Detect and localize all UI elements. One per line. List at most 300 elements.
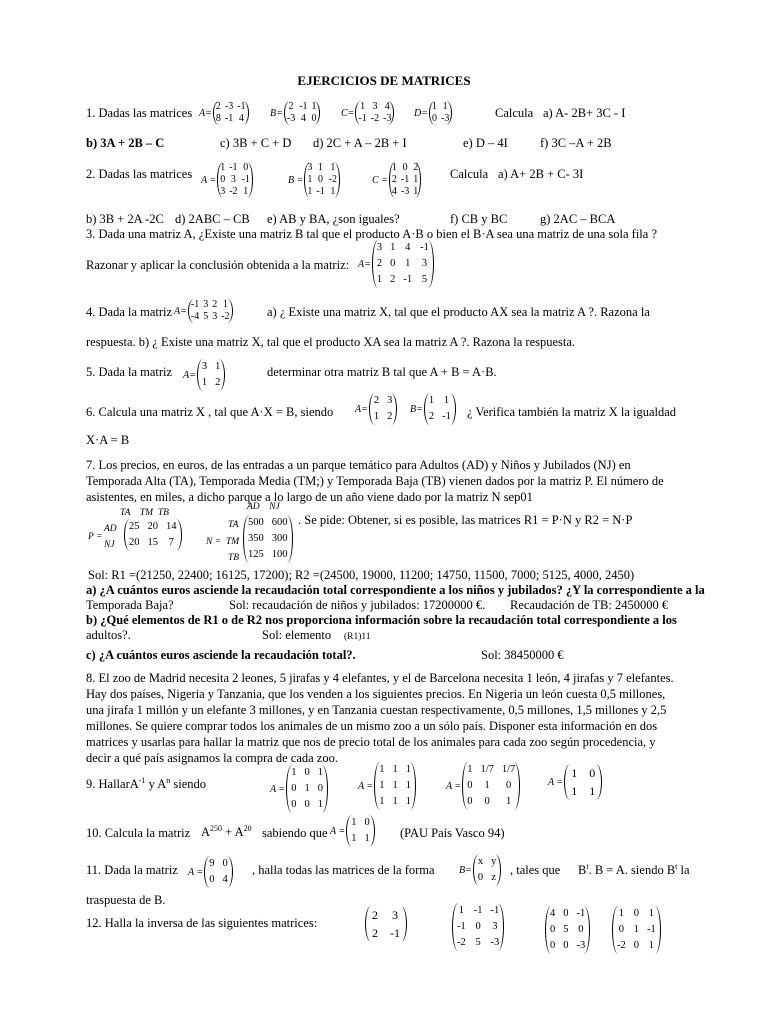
matrix-cell: 1 [413, 186, 419, 197]
matrix-name: A = [188, 866, 204, 878]
matrix-cell: 1 [317, 767, 323, 778]
matrix-cell: -3 [576, 940, 586, 951]
matrix-cell: 1 [222, 299, 228, 310]
matrix-cell: 0 [209, 874, 215, 885]
ex11-matrix-a [188, 856, 233, 888]
matrix-cell: 2 [288, 101, 294, 112]
ex11-text3: , tales que [510, 863, 561, 877]
matrix-cell: 20 [129, 537, 140, 548]
ex1-item-c: c) 3B + C + D [220, 136, 292, 150]
matrix-name: B= [459, 864, 472, 876]
ex7-qb1: b) ¿Qué elementos de R1 o de R2 nos proporciona información sobre la recaudación total correspondiente a los [86, 613, 677, 627]
ex7-qa1: a) ¿A cuántos euros asciende la recaudación total correspondiente a los niños y jubilados? ¿Y la correspondiente a la [86, 583, 705, 597]
matrix-cell: 4 [222, 874, 228, 885]
matrix-cell: 1/7 [501, 764, 516, 775]
matrix-brackets [188, 299, 233, 323]
ex7-p-col-labels [120, 506, 169, 520]
matrix-name: A= [355, 403, 368, 415]
matrix-cell: 3 [201, 361, 208, 372]
matrix-cell: 0 [317, 783, 323, 794]
ex1-item-e: e) D – 4I [463, 136, 508, 150]
ex7-qb2: adultos?. [86, 628, 131, 642]
matrix-cell: 2 [373, 395, 380, 406]
ex7-qb-sol: Sol: elemento [262, 628, 332, 642]
ex7-matrix-n [243, 515, 293, 563]
matrix-cell: 2 [376, 258, 383, 269]
matrix-cell: 0 [578, 924, 584, 935]
matrix-cell: -3 [224, 101, 234, 112]
ex1-intro: 1. Dadas las matrices [86, 106, 193, 120]
ex4-matrix-a [174, 299, 233, 323]
matrix-cell: 1 [379, 764, 385, 775]
matrix-brackets [564, 764, 602, 800]
matrix-cell: 0 [304, 767, 310, 778]
matrix-cell: 1 [291, 767, 297, 778]
ex1-calcula: Calcula [495, 106, 534, 120]
matrix-brackets [243, 515, 293, 563]
matrix-cell: 1 [405, 796, 411, 807]
ex4-line1b: a) ¿ Existe una matriz X, tal que el producto AX sea la matriz A ?. Razona la [267, 305, 650, 319]
matrix-cell: 1 [317, 799, 323, 810]
matrix-cell: 0 [402, 162, 408, 173]
matrix-cell: 0 [505, 780, 512, 791]
matrix-cell: 4 [384, 101, 390, 112]
ex7-qa2: Temporada Baja? [86, 598, 174, 612]
matrix-cell: 5 [203, 311, 209, 322]
matrix-brackets [355, 101, 394, 125]
matrix-cell: 1 [311, 101, 317, 112]
ex2-item-d: d) 2ABC – CB [175, 212, 250, 226]
matrix-brackets [374, 762, 416, 810]
matrix-cell: 1 [589, 784, 596, 798]
matrix-name: C= [341, 107, 355, 119]
matrix-name: B = [288, 174, 304, 186]
matrix-cell: -1 [473, 905, 483, 916]
matrix-cell: 0 [589, 766, 596, 780]
matrix-cell: -1 [442, 411, 451, 422]
ex9-intro: 9. HallarA$^{-1}$ y $A^n$ siendo [86, 776, 207, 792]
matrix-cell: 1 [431, 101, 437, 112]
matrix-cell: -2 [229, 186, 238, 197]
matrix-cell: 2 [372, 926, 378, 940]
matrix-name: A = [548, 776, 564, 788]
matrix-cell: 1 [442, 101, 448, 112]
ex2-item-g: g) 2AC – BCA [540, 212, 616, 226]
matrix-cell: 500 [248, 517, 264, 528]
matrix-brackets [365, 906, 407, 942]
matrix-name: A = [446, 780, 462, 792]
matrix-cell: 100 [271, 549, 288, 560]
matrix-cell: 300 [271, 533, 288, 544]
matrix-cell: 1 [373, 411, 380, 422]
matrix-cell: 1 [405, 764, 411, 775]
ex2-item-f: f) CB y BC [450, 212, 508, 226]
matrix-cell: 14 [166, 521, 177, 532]
matrix-cell: 1 [364, 833, 370, 844]
matrix-cell: 3 [230, 174, 236, 185]
ex8-line: decir a qué país asignamos la compra de cada zoo. [86, 751, 338, 765]
ex2-matrix-c [372, 162, 421, 198]
matrix-cell: 1 [458, 905, 464, 916]
matrix-cell: 3 [212, 311, 218, 322]
matrix-cell: -1 [358, 113, 367, 124]
ex8-line: una jirafa 1 millón y un elefante 3 millones, y en Tanzania cuestan respectivamente, 0,5 millones, 1,5 millones y 2,5 [86, 703, 667, 717]
ex11-text: , halla todas las matrices de la forma [252, 863, 435, 877]
ex2-item-e: e) AB y BA, ¿son iguales? [267, 212, 400, 226]
matrix-cell: 1 [484, 780, 490, 791]
p-col-label: TB [157, 508, 169, 518]
matrix-brackets [452, 903, 504, 951]
ex1-item-d: d) 2C + A – 2B + I [313, 136, 407, 150]
matrix-brackets [612, 906, 661, 954]
matrix-cell: 25 [129, 521, 140, 532]
matrix-cell: 7 [168, 537, 174, 548]
matrix-name: A = [270, 783, 286, 795]
matrix-cell: 1 [648, 908, 654, 919]
n-col-label: NJ [269, 502, 280, 512]
matrix-cell: 1 [467, 764, 473, 775]
matrix-name: A = [201, 174, 217, 186]
matrix-cell: y [491, 856, 497, 867]
matrix-cell: 9 [209, 858, 215, 869]
ex9-matrix-4 [548, 764, 602, 800]
matrix-cell: 1 [618, 908, 624, 919]
matrix-cell: 2 [413, 162, 419, 173]
matrix-brackets [372, 240, 434, 288]
ex7-qa-sol1: Sol: recaudación de niños y jubilados: 17200000 €. [229, 598, 486, 612]
matrix-cell: 1 [376, 274, 383, 285]
matrix-name: C = [372, 174, 388, 186]
matrix-name: A = [358, 780, 374, 792]
matrix-cell: -1 [299, 101, 308, 112]
page-title: EJERCICIOS DE MATRICES [297, 73, 471, 88]
ex6-text: ¿ Verifica también la matriz X la igualdad [467, 405, 677, 419]
matrix-cell: -1 [190, 299, 200, 310]
matrix-name: B= [270, 107, 283, 119]
matrix-cell: 3 [203, 299, 209, 310]
ex6-line2: X·A = B [86, 433, 130, 447]
matrix-cell: 0 [318, 174, 324, 185]
matrix-cell: -2 [328, 174, 338, 185]
matrix-cell: 2 [428, 411, 435, 422]
matrix-cell: 0 [220, 174, 226, 185]
matrix-cell: 1 [215, 361, 221, 372]
ex1-matrix-d [414, 101, 452, 125]
matrix-brackets [284, 101, 320, 125]
matrix-cell: 15 [147, 537, 158, 548]
ex2-item-a: a) A+ 2B + C- 3I [498, 167, 584, 181]
matrix-name: B= [410, 403, 423, 415]
ex12-intro: 12. Halla la inversa de las siguientes matrices: [86, 916, 318, 930]
ex10-source: (PAU País Vasco 94) [400, 826, 505, 840]
matrix-cell: 1 [391, 162, 397, 173]
matrix-cell: 3 [372, 101, 378, 112]
ex7-pide: . Se pide: Obtener, si es posible, las matrices R1 = P·N y R2 = N·P [298, 513, 633, 527]
matrix-cell: 0 [633, 940, 639, 951]
ex6-matrix-b [410, 393, 456, 425]
matrix-cell: -3 [440, 113, 450, 124]
matrix-cell: 20 [147, 521, 158, 532]
matrix-cell: -1 [241, 174, 250, 185]
matrix-cell: 1 [360, 101, 366, 112]
matrix-cell: 0 [563, 940, 569, 951]
ex7-sol: Sol: R1 =(21250, 22400; 16125, 17200); R2 =(24500, 19000, 11200; 14750, 11500, 7000; 5125, 4000, 2450) [88, 568, 635, 582]
ex7-p-row-label: AD [104, 524, 117, 534]
ex3-line2: Razonar y aplicar la conclusión obtenida a la matriz: [86, 258, 350, 272]
matrix-cell: 0 [243, 162, 249, 173]
matrix-cell: 1 [330, 162, 336, 173]
matrix-brackets [346, 815, 375, 847]
matrix-cell: 5 [421, 274, 428, 285]
matrix-cell: 1 [392, 796, 398, 807]
matrix-cell: -1 [457, 921, 466, 932]
ex2-item-b: b) 3B + 2A -2C [86, 212, 164, 226]
matrix-cell: 1 [379, 796, 385, 807]
ex8-line: 8. El zoo de Madrid necesita 2 leones, 5 jirafas y 4 elefantes, y el de Barcelona necesita 1 león, 4 jirafas y 7 elefantes. [86, 671, 674, 685]
matrix-cell: z [491, 872, 497, 883]
matrix-cell: 1 [405, 780, 411, 791]
matrix-name: D= [414, 107, 428, 119]
ex1-item-f: f) 3C –A + 2B [540, 136, 612, 150]
matrix-cell: 1 [392, 764, 398, 775]
matrix-brackets [204, 856, 233, 888]
ex7-qc-sol: Sol: 38450000 € [481, 648, 564, 662]
matrix-cell: -3 [383, 113, 392, 124]
matrix-cell: -1 [420, 242, 429, 253]
matrix-cell: -3 [400, 186, 410, 197]
ex1-matrix-b [270, 101, 320, 125]
ex12-matrix-4 [612, 906, 661, 954]
ex3-line1: 3. Dada una matriz A, ¿Existe una matriz B tal que el producto A·B o bien el B·A sea una matriz de una sola fila ? [86, 227, 658, 241]
matrix-cell: 2 [215, 377, 221, 388]
matrix-cell: 3 [220, 186, 226, 197]
ex7-n-label: N = [206, 537, 222, 547]
ex2-intro: 2. Dadas las matrices [86, 167, 193, 181]
matrix-cell: 0 [550, 940, 556, 951]
ex5-intro: 5. Dada la matriz [86, 365, 173, 379]
ex8-line: matrices y usarlas para hallar la matriz que nos de precio total de los animales para cada zoo según procedencia, y [86, 735, 656, 749]
ex7-n-row-label: TA [228, 520, 239, 530]
matrix-cell: 0 [477, 872, 484, 883]
matrix-cell: 2 [212, 299, 218, 310]
matrix-cell: 8 [215, 113, 221, 124]
ex1-item-b: b) 3A + 2B – C [86, 136, 165, 150]
n-col-label: AD [247, 502, 260, 512]
matrix-cell: 1 [220, 162, 226, 173]
matrix-cell: -1 [647, 924, 656, 935]
matrix-cell: 0 [364, 817, 370, 828]
matrix-name: A= [358, 258, 371, 270]
matrix-cell: 3 [307, 162, 313, 173]
matrix-cell: -2 [617, 940, 626, 951]
matrix-cell: 1 [307, 174, 313, 185]
matrix-cell: -1 [390, 926, 400, 940]
matrix-cell: 1 [351, 817, 357, 828]
matrix-name: A = [330, 825, 346, 837]
matrix-cell: 0 [431, 113, 437, 124]
ex7-p1: 7. Los precios, en euros, de las entradas a un parque temático para Adultos (AD) y Niños y Jubilados (NJ) en [86, 458, 631, 472]
matrix-cell: -1 [400, 174, 410, 185]
matrix-cell: 2 [390, 274, 396, 285]
matrix-brackets [213, 101, 249, 125]
ex8-line: millones. Se quiere comprar todos los animales de un mismo zoo a un sólo país. Disponer esta información en dos [86, 719, 658, 733]
ex3-matrix-a [358, 240, 434, 288]
ex10-matrix-a [330, 815, 375, 847]
matrix-cell: 0 [484, 796, 490, 807]
matrix-brackets [304, 162, 340, 198]
matrix-cell: 0 [633, 908, 639, 919]
ex7-p-row-label: NJ [104, 540, 115, 550]
p-col-label: TM [139, 508, 154, 518]
ex1-matrix-c [341, 101, 394, 125]
matrix-cell: 1 [318, 162, 324, 173]
ex9-matrix-1 [270, 765, 328, 813]
ex12-matrix-1 [365, 906, 407, 942]
matrix-cell: 0 [550, 924, 556, 935]
matrix-cell: -1 [224, 113, 234, 124]
ex7-qc: c) ¿A cuántos euros asciende la recaudación total?. [86, 648, 356, 662]
matrix-cell: 2 [391, 174, 397, 185]
matrix-brackets [286, 765, 328, 813]
ex7-p3: asistentes, en miles, a dicho parque a lo largo de un año viene dado por la matriz N sep01 [86, 490, 533, 504]
matrix-cell: -2 [370, 113, 380, 124]
matrix-cell: -3 [490, 937, 500, 948]
matrix-cell: 0 [390, 258, 396, 269]
matrix-cell: 0 [618, 924, 624, 935]
matrix-cell: 1 [307, 186, 313, 197]
matrix-cell: -1 [576, 908, 586, 919]
matrix-brackets [217, 162, 253, 198]
matrix-brackets [429, 101, 452, 125]
matrix-cell: -1 [316, 186, 325, 197]
matrix-cell: 5 [475, 937, 481, 948]
matrix-cell: 1 [379, 780, 385, 791]
matrix-cell: 3 [387, 395, 393, 406]
matrix-cell: 1 [571, 766, 578, 780]
matrix-cell: 350 [248, 533, 264, 544]
ex11-line2: traspuesta de B. [86, 893, 166, 907]
matrix-cell: 1 [243, 186, 249, 197]
ex4-line2: respuesta. b) ¿ Existe una matriz X, tal que el producto XA sea la matriz A ?. Razona la respuesta. [86, 335, 576, 349]
matrix-cell: 1 [413, 174, 419, 185]
ex9-text: 9. Hallar [86, 777, 130, 792]
ex5-text: determinar otra matriz B tal que A + B = A·B. [267, 365, 497, 379]
matrix-cell: 3 [392, 908, 398, 922]
matrix-cell: 4 [300, 113, 306, 124]
ex1-item-a: a) A- 2B+ 3C - I [543, 106, 626, 120]
ex12-matrix-3 [545, 906, 590, 954]
matrix-cell: 1 [392, 780, 398, 791]
matrix-brackets [369, 393, 398, 425]
ex9-matrix-3 [446, 762, 520, 810]
ex12-matrix-2 [452, 903, 504, 951]
matrix-cell: 0 [563, 908, 569, 919]
ex11-intro: 11. Dada la matriz [86, 863, 178, 877]
matrix-cell: 1 [390, 242, 396, 253]
matrix-cell: 4 [550, 908, 556, 919]
p-col-label: TA [120, 508, 131, 518]
matrix-cell: 1 [304, 783, 310, 794]
ex1-matrix-a [199, 101, 249, 125]
ex11-condition: $B^t$. B = A. siendo $B^t$ la [578, 862, 690, 878]
matrix-cell: 600 [271, 517, 288, 528]
matrix-cell: 2 [372, 908, 378, 922]
ex7-qb-elem: (R1)11 [344, 632, 371, 642]
matrix-cell: 0 [222, 858, 228, 869]
matrix-cell: -1 [403, 274, 413, 285]
matrix-cell: 0 [475, 921, 481, 932]
matrix-brackets [462, 762, 520, 810]
matrix-cell: 1 [351, 833, 357, 844]
matrix-cell: 0 [304, 799, 310, 810]
matrix-name: A= [174, 305, 187, 317]
matrix-cell: 2 [387, 411, 393, 422]
ex2-calcula: Calcula [450, 167, 489, 181]
matrix-name: A= [199, 107, 212, 119]
matrix-cell: 1 [443, 395, 450, 406]
matrix-cell: -2 [221, 311, 230, 322]
matrix-cell: -3 [286, 113, 296, 124]
matrix-cell: 0 [467, 796, 473, 807]
matrix-cell: 0 [291, 783, 297, 794]
matrix-cell: -4 [190, 311, 200, 322]
ex8-line: Hay dos países, Nigeria y Tanzania, que los venden a los siguientes precios. En Nigeria un león cuesta 0,5 millones, [86, 687, 666, 701]
matrix-cell: 2 [215, 101, 221, 112]
matrix-cell: 1 [428, 395, 435, 406]
matrix-cell: -2 [457, 937, 466, 948]
matrix-cell: 0 [311, 113, 317, 124]
matrix-cell: 0 [467, 780, 473, 791]
matrix-cell: 125 [248, 549, 264, 560]
ex2-matrix-b [288, 162, 340, 198]
matrix-cell: 1 [330, 186, 336, 197]
matrix-cell: 1 [648, 940, 654, 951]
matrix-brackets [197, 359, 226, 391]
matrix-brackets [424, 393, 456, 425]
matrix-brackets [473, 854, 502, 886]
matrix-brackets [124, 519, 182, 551]
ex11-matrix-b [459, 854, 501, 886]
ex9-matrix-2 [358, 762, 416, 810]
matrix-cell: 3 [376, 242, 383, 253]
matrix-cell: x [477, 856, 484, 867]
ex10-expr: $A^{250} + A^{20}$ [201, 824, 252, 840]
matrix-cell: 1 [505, 796, 512, 807]
ex4-line1: 4. Dada la matriz [86, 305, 173, 319]
ex7-n-col-labels [247, 500, 280, 514]
matrix-cell: -1 [237, 101, 246, 112]
ex7-qa-sol2: Recaudación de TB: 2450000 € [510, 598, 669, 612]
matrix-cell: 4 [238, 113, 244, 124]
ex5-matrix-a [183, 359, 225, 391]
ex7-n-row-label: TM [226, 537, 240, 547]
ex7-p2: Temporada Alta (TA), Temporada Media (TM;) y Temporada Baja (TB) vienen dados por la matriz P. El número de [86, 474, 664, 488]
ex10-text: sabiendo que [262, 826, 328, 840]
matrix-cell: 1 [633, 924, 639, 935]
ex7-matrix-p [124, 519, 182, 551]
ex10-intro: 10. Calcula la matriz [86, 826, 191, 840]
matrix-cell: 3 [421, 258, 428, 269]
matrix-brackets [545, 906, 590, 954]
matrix-cell: 1 [201, 377, 208, 388]
matrix-cell: 4 [405, 242, 411, 253]
ex6-matrix-a [355, 393, 397, 425]
matrix-cell: 3 [492, 921, 498, 932]
matrix-name: A= [183, 369, 196, 381]
matrix-cell: 1/7 [480, 764, 494, 775]
matrix-cell: 5 [563, 924, 569, 935]
matrix-brackets [389, 162, 421, 198]
